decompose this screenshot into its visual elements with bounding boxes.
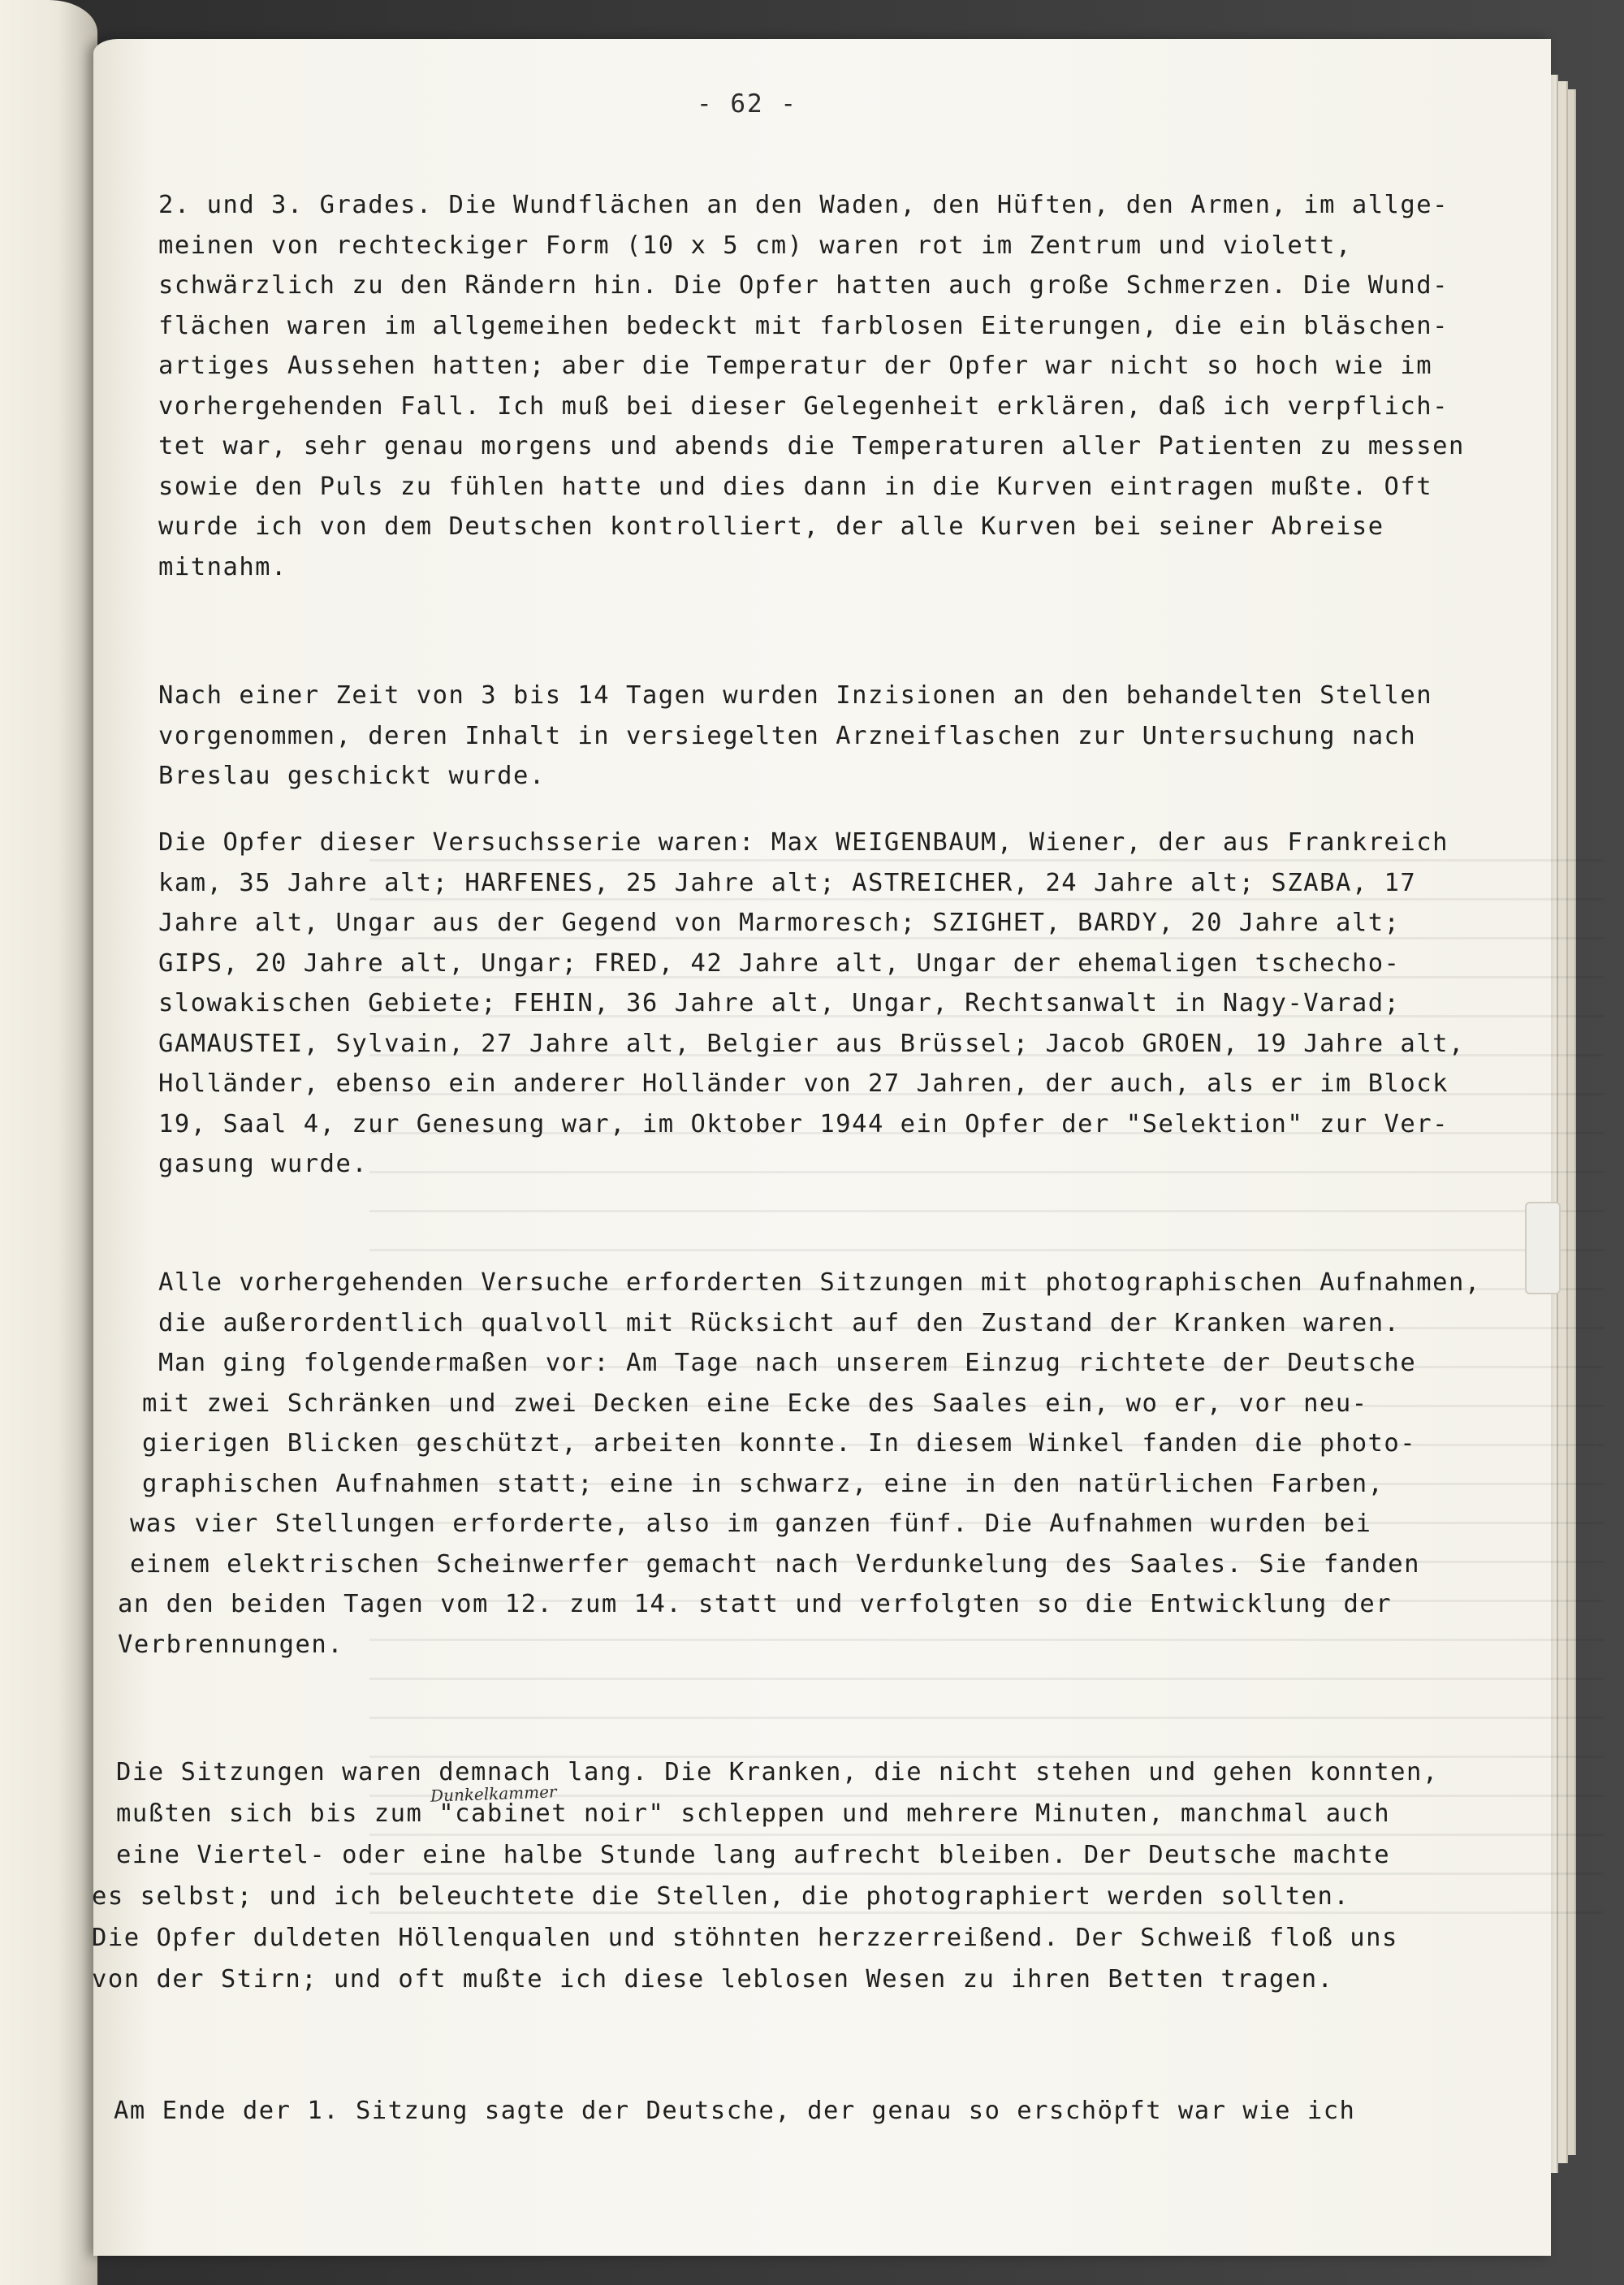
page-tab-marker	[1525, 1202, 1561, 1294]
text-line: gasung wurde.	[158, 1150, 369, 1178]
text-line: vorgenommen, deren Inhalt in versiegelten Arzneiflaschen zur Untersuchung nach	[158, 721, 1417, 750]
paragraph-6	[114, 2091, 1478, 2132]
text-line: eine Viertel- oder eine halbe Stunde lang aufrecht bleiben. Der Deutsche machte	[116, 1841, 1391, 1869]
text-line: graphischen Aufnahmen statt; eine in schwarz, eine in den natürlichen Farben,	[142, 1469, 1384, 1498]
paragraph-5	[92, 1752, 1480, 2000]
paragraph-4	[118, 1263, 1522, 1665]
text-line: Die Opfer duldeten Höllenqualen und stöhnten herzzerreißend. Der Schweiß floß uns	[92, 1924, 1398, 1952]
text-line: sowie den Puls zu fühlen hatte und dies dann in die Kurven eintragen mußte. Oft	[158, 472, 1433, 501]
text-line: es selbst; und ich beleuchtete die Stellen, die photographiert werden sollten.	[92, 1882, 1350, 1911]
text-line: mit zwei Schränken und zwei Decken eine Ecke des Saales ein, wo er, vor neu-	[142, 1389, 1368, 1418]
text-line: Am Ende der 1. Sitzung sagte der Deutsche, der genau so erschöpft war wie ich	[114, 2097, 1356, 2125]
text-line: 19, Saal 4, zur Genesung war, im Oktober 1944 ein Opfer der "Selektion" zur Ver-	[158, 1109, 1449, 1138]
text-line: mußten sich bis zum "cabinet noir" schleppen und mehrere Minuten, manchmal auch	[116, 1799, 1391, 1828]
text-line: Man ging folgendermaßen vor: Am Tage nach unserem Einzug richtete der Deutsche	[158, 1349, 1417, 1377]
text-line: von der Stirn; und oft mußte ich diese leblosen Wesen zu ihren Betten tragen.	[92, 1965, 1334, 1993]
text-line: mitnahm.	[158, 552, 287, 581]
text-line: Jahre alt, Ungar aus der Gegend von Marmoresch; SZIGHET, BARDY, 20 Jahre alt;	[158, 909, 1401, 937]
text-line: flächen waren im allgemeihen bedeckt mit farblosen Eiterungen, die ein bläschen-	[158, 311, 1449, 340]
handwritten-annotation: Dunkelkammer	[430, 1782, 557, 1806]
text-line: 2. und 3. Grades. Die Wundflächen an den Waden, den Hüften, den Armen, im allge-	[158, 191, 1449, 219]
text-line: slowakischen Gebiete; FEHIN, 36 Jahre alt, Ungar, Rechtsanwalt in Nagy-Varad;	[158, 989, 1401, 1017]
text-line: Alle vorhergehenden Versuche erforderten Sitzungen mit photographischen Aufnahmen,	[158, 1268, 1481, 1297]
text-line: einem elektrischen Scheinwerfer gemacht nach Verdunkelung des Saales. Sie fanden	[130, 1549, 1421, 1579]
text-line: Breslau geschickt wurde.	[158, 762, 546, 790]
text-line: Verbrennungen.	[118, 1630, 344, 1659]
paragraph-3	[158, 823, 1522, 1185]
page-number: - 62 -	[697, 89, 797, 119]
text-line: vorhergehenden Fall. Ich muß bei dieser Gelegenheit erklären, daß ich verpflich-	[158, 391, 1449, 421]
text-line: schwärzlich zu den Rändern hin. Die Opfer hatten auch große Schmerzen. Die Wund-	[158, 271, 1449, 300]
text-line: tet war, sehr genau morgens und abends die Temperaturen aller Patienten zu messen	[158, 432, 1465, 460]
text-line: gierigen Blicken geschützt, arbeiten konnte. In diesem Winkel fanden die photo-	[142, 1429, 1417, 1458]
previous-page-curl	[0, 0, 97, 2285]
text-line: was vier Stellungen erforderte, also im ganzen fünf. Die Aufnahmen wurden bei	[130, 1510, 1372, 1538]
paragraph-1	[158, 185, 1522, 587]
text-line: Holländer, ebenso ein anderer Holländer von 27 Jahren, der auch, als er im Block	[158, 1069, 1449, 1098]
text-line: GIPS, 20 Jahre alt, Ungar; FRED, 42 Jahre alt, Ungar der ehemaligen tschecho-	[158, 948, 1401, 978]
text-line: meinen von rechteckiger Form (10 x 5 cm) waren rot im Zentrum und violett,	[158, 231, 1352, 260]
text-line: artiges Aussehen hatten; aber die Temperatur der Opfer war nicht so hoch wie im	[158, 352, 1433, 380]
text-line: GAMAUSTEI, Sylvain, 27 Jahre alt, Belgier aus Brüssel; Jacob GROEN, 19 Jahre alt,	[158, 1029, 1465, 1058]
text-line: Die Opfer dieser Versuchsserie waren: Max WEIGENBAUM, Wiener, der aus Frankreich	[158, 828, 1449, 857]
text-line: die außerordentlich qualvoll mit Rücksicht auf den Zustand der Kranken waren.	[158, 1308, 1401, 1337]
text-line: Die Sitzungen waren demnach lang. Die Kranken, die nicht stehen und gehen konnten,	[116, 1758, 1439, 1786]
text-line: kam, 35 Jahre alt; HARFENES, 25 Jahre alt; ASTREICHER, 24 Jahre alt; SZABA, 17	[158, 868, 1417, 897]
text-line: Nach einer Zeit von 3 bis 14 Tagen wurden Inzisionen an den behandelten Stellen	[158, 681, 1433, 710]
text-line: wurde ich von dem Deutschen kontrolliert, der alle Kurven bei seiner Abreise	[158, 512, 1384, 541]
paragraph-2	[158, 676, 1522, 797]
text-line: an den beiden Tagen vom 12. zum 14. statt und verfolgten so die Entwicklung der	[118, 1590, 1393, 1618]
